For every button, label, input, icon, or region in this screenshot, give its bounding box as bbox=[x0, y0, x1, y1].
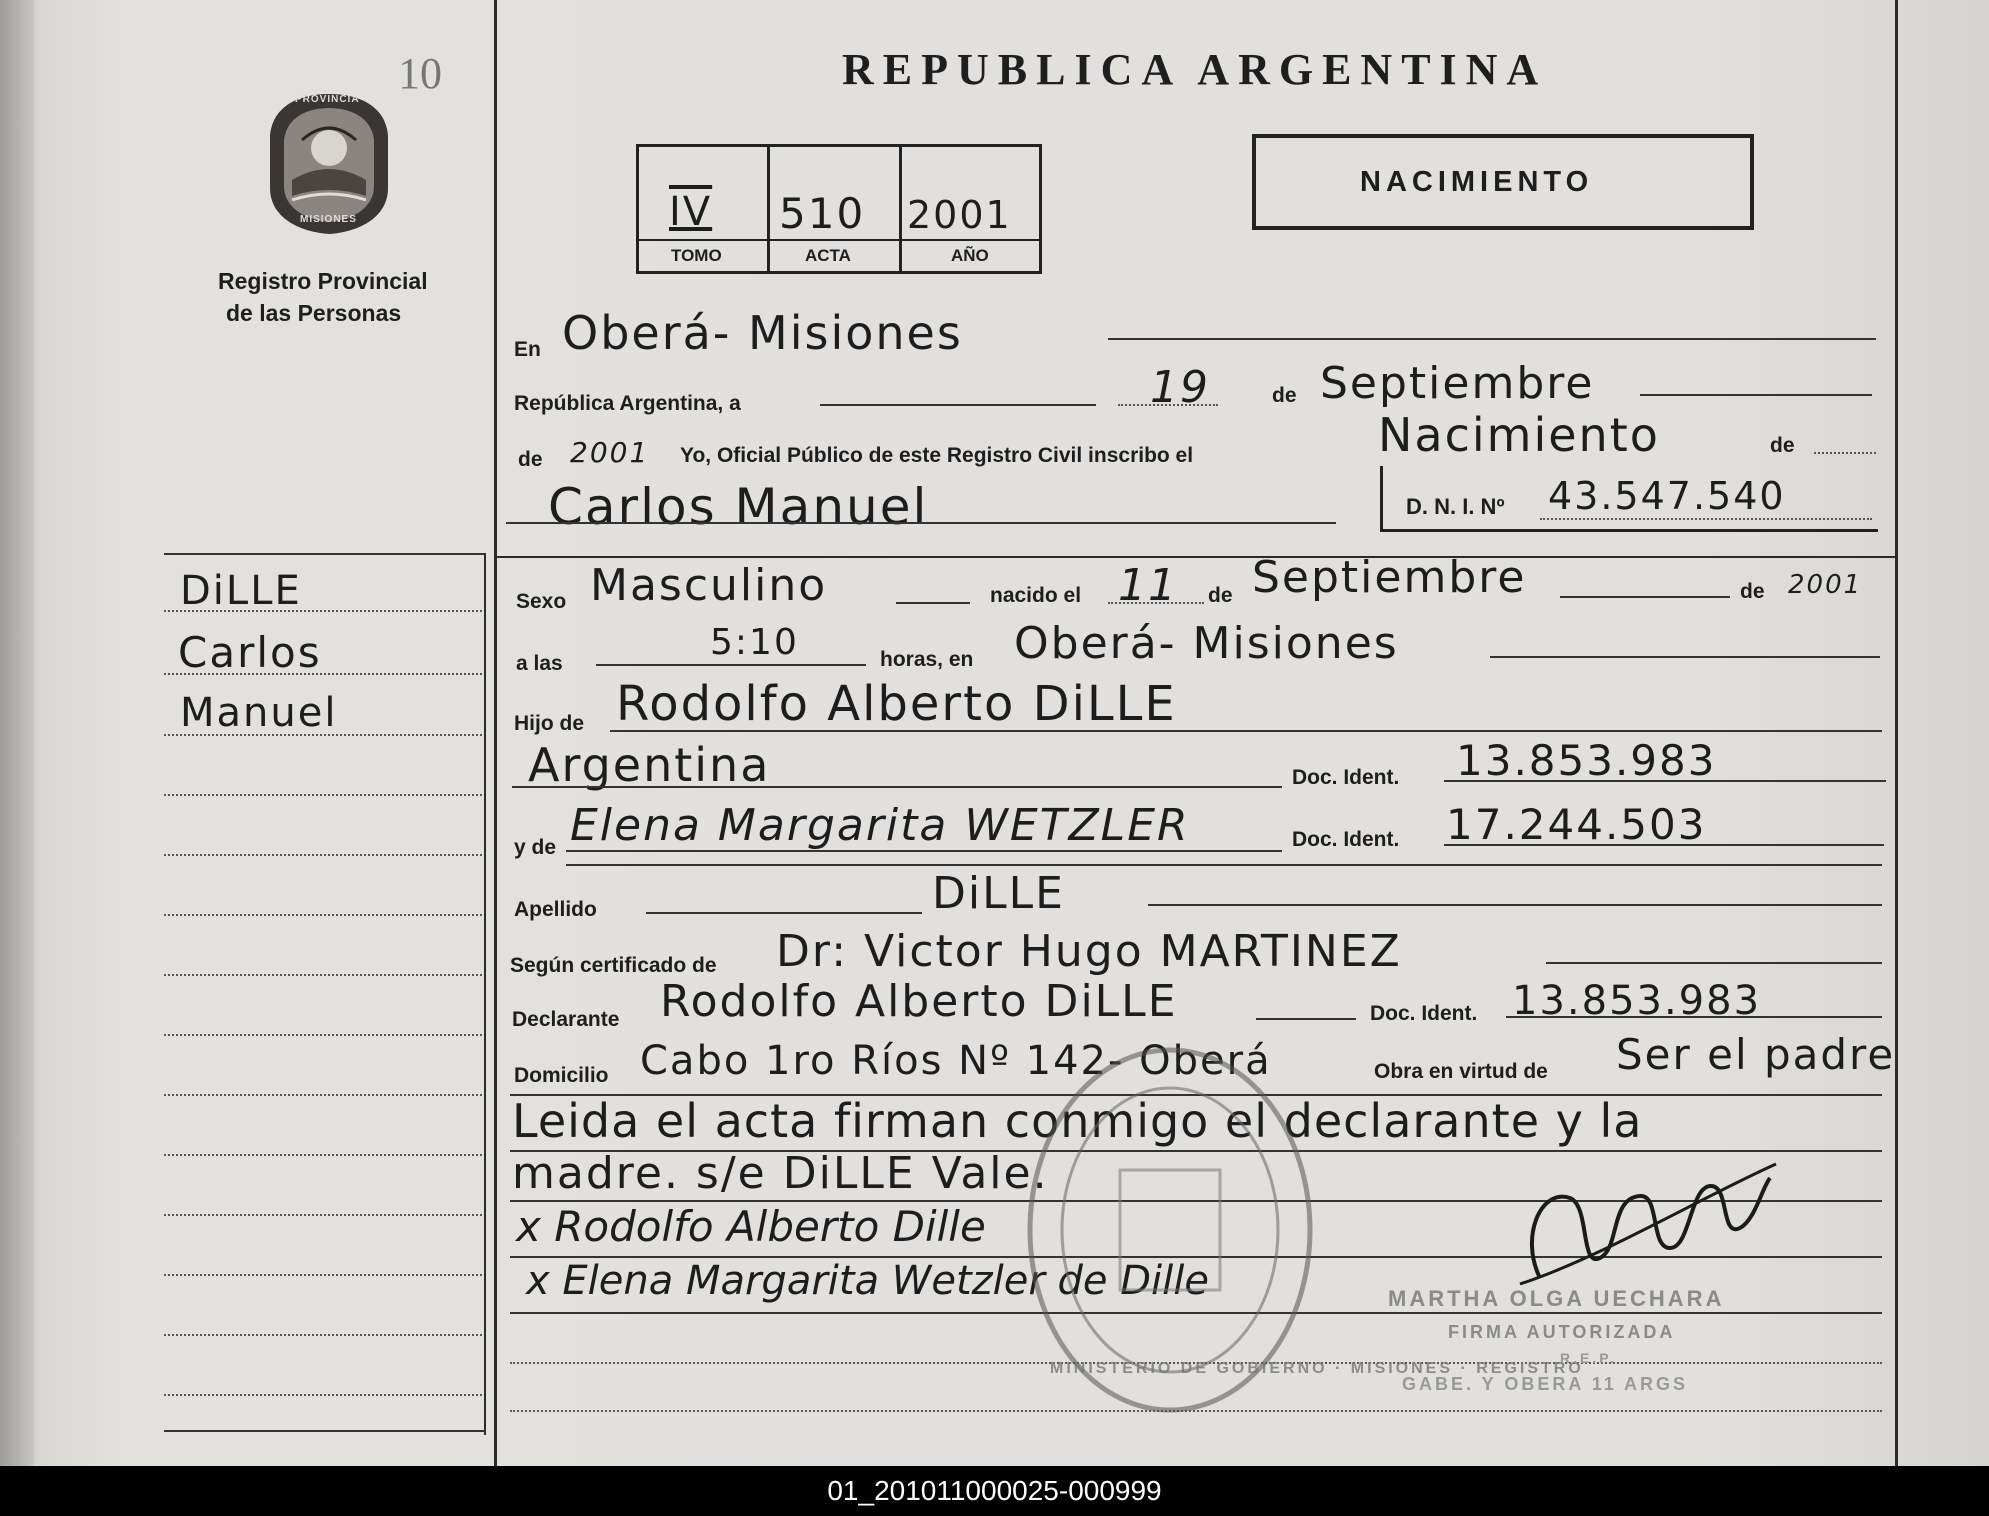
de-label-4: de bbox=[1208, 584, 1233, 607]
margin-bottom-rule bbox=[164, 1430, 486, 1432]
margin-top-rule bbox=[164, 553, 486, 555]
sexo-value: Masculino bbox=[590, 560, 828, 611]
birth-month-line bbox=[1560, 596, 1730, 598]
birth-month-value: Septiembre bbox=[1252, 552, 1527, 603]
margin-surname: DiLLE bbox=[180, 568, 302, 614]
act-type-end-line bbox=[1814, 452, 1876, 454]
obra-label: Obra en virtud de bbox=[1374, 1060, 1548, 1083]
registry-name-line1: Registro Provincial bbox=[218, 268, 428, 294]
nationality-line bbox=[512, 786, 1282, 788]
signature-father: x Rodolfo Alberto Dille bbox=[516, 1202, 986, 1251]
record-number-box bbox=[636, 144, 1042, 274]
a-las-label: a las bbox=[516, 652, 563, 675]
republica-label: República Argentina, a bbox=[514, 392, 741, 415]
mother-doc-line bbox=[1444, 844, 1884, 846]
de-label-5: de bbox=[1740, 580, 1765, 603]
certificate-line bbox=[1546, 962, 1882, 964]
domicilio-label: Domicilio bbox=[514, 1064, 609, 1087]
margin-line bbox=[164, 610, 482, 612]
margin-line bbox=[164, 974, 482, 976]
nacido-label: nacido el bbox=[990, 584, 1082, 607]
declarante-label: Declarante bbox=[512, 1008, 620, 1031]
image-code-footer: 01_201011000025-000999 bbox=[0, 1466, 1989, 1516]
round-stamp-text: MINISTERIO DE GOBIERNO · MISIONES · REGISTRO bbox=[1050, 1360, 1584, 1377]
certificate-value: Dr: Victor Hugo MARTINEZ bbox=[776, 926, 1402, 977]
right-border bbox=[1895, 0, 1898, 1466]
father-nationality-value: Argentina bbox=[528, 738, 771, 792]
margin-line bbox=[164, 794, 482, 796]
ano-value: 2001 bbox=[907, 193, 1012, 237]
declarante-doc-line bbox=[1506, 1016, 1882, 1018]
note-line-2: madre. s/e DiLLE Vale. bbox=[512, 1148, 1049, 1199]
margin-line bbox=[164, 914, 482, 916]
mother-line bbox=[566, 850, 1282, 852]
tomo-value: IV bbox=[669, 189, 713, 235]
mother-doc-value: 17.244.503 bbox=[1446, 800, 1707, 849]
event-type-box bbox=[1252, 134, 1754, 230]
father-line bbox=[610, 730, 1882, 732]
father-doc-line bbox=[1444, 780, 1886, 782]
y-de-label: y de bbox=[514, 836, 557, 859]
seal-bottom-text: MISIONES bbox=[300, 214, 357, 225]
year-value: 2001 bbox=[570, 436, 650, 469]
official-name: MARTHA OLGA UECHARA bbox=[1388, 1286, 1725, 1311]
apellido-value: DiLLE bbox=[932, 868, 1065, 919]
section-rule-2 bbox=[566, 864, 1882, 866]
margin-line bbox=[164, 854, 482, 856]
margin-line bbox=[164, 1334, 482, 1336]
obra-value: Ser el padre bbox=[1616, 1030, 1896, 1079]
signature-mother: x Elena Margarita Wetzler de Dille bbox=[526, 1258, 1209, 1304]
domicilio-value: Cabo 1ro Ríos Nº 142- Oberá bbox=[640, 1038, 1272, 1084]
margin-line bbox=[164, 1034, 482, 1036]
margin-given-name-2: Manuel bbox=[180, 690, 338, 736]
margin-line bbox=[164, 1094, 482, 1096]
birth-year-value: 2001 bbox=[1788, 570, 1863, 600]
father-doc-value: 13.853.983 bbox=[1456, 736, 1717, 785]
doc-label-mother: Doc. Ident. bbox=[1292, 828, 1400, 851]
section-rule bbox=[494, 556, 1896, 558]
binding-gutter bbox=[0, 0, 34, 1466]
tomo-label: TOMO bbox=[671, 246, 722, 265]
de-label-1: de bbox=[1272, 384, 1297, 407]
margin-given-name-1: Carlos bbox=[178, 628, 322, 677]
birth-place-line bbox=[1490, 656, 1880, 658]
month-line bbox=[1640, 394, 1872, 396]
margin-line bbox=[164, 1214, 482, 1216]
margin-line bbox=[164, 734, 482, 736]
apellido-line-a bbox=[646, 912, 922, 914]
child-given-names: Carlos Manuel bbox=[548, 478, 929, 536]
de-label-2: de bbox=[518, 448, 543, 471]
acta-label: ACTA bbox=[805, 246, 851, 265]
official-signature-icon bbox=[1500, 1158, 1780, 1298]
yo-text: Yo, Oficial Público de este Registro Civil inscribo el bbox=[680, 444, 1194, 467]
ano-label: AÑO bbox=[951, 246, 989, 265]
dni-label: D. N. I. Nº bbox=[1406, 494, 1505, 519]
act-type-value: Nacimiento bbox=[1378, 408, 1660, 462]
de-label-3: de bbox=[1770, 434, 1795, 457]
official-initials: R.E.P. bbox=[1560, 1350, 1617, 1366]
declarante-value: Rodolfo Alberto DiLLE bbox=[660, 976, 1178, 1027]
doc-label-declarante: Doc. Ident. bbox=[1370, 1002, 1478, 1025]
left-column-divider bbox=[494, 0, 497, 1466]
date-line-a bbox=[820, 404, 1096, 406]
month-value: Septiembre bbox=[1320, 358, 1595, 409]
apellido-line-b bbox=[1148, 904, 1882, 906]
sexo-label: Sexo bbox=[516, 590, 567, 613]
place-value: Oberá- Misiones bbox=[562, 306, 963, 360]
note-line-1: Leida el acta firman conmigo el declarante y la bbox=[512, 1094, 1643, 1148]
mother-name-value: Elena Margarita WETZLER bbox=[570, 800, 1190, 851]
margin-inner-line bbox=[484, 555, 486, 1435]
declarante-doc-value: 13.853.983 bbox=[1512, 978, 1762, 1024]
given-names-line bbox=[506, 522, 1336, 524]
acta-value: 510 bbox=[779, 189, 866, 238]
birth-day-value: 11 bbox=[1118, 560, 1178, 611]
segun-label: Según certificado de bbox=[510, 954, 717, 977]
day-line bbox=[1118, 404, 1218, 406]
doc-label-father: Doc. Ident. bbox=[1292, 766, 1400, 789]
en-label: En bbox=[514, 338, 541, 361]
apellido-label: Apellido bbox=[514, 898, 597, 921]
page-number: 10 bbox=[398, 49, 442, 98]
birth-time-value: 5:10 bbox=[710, 622, 799, 663]
birth-day-line bbox=[1108, 602, 1204, 604]
declarante-line bbox=[1256, 1018, 1356, 1020]
birth-place-value: Oberá- Misiones bbox=[1014, 618, 1399, 669]
country-title: REPUBLICA ARGENTINA bbox=[842, 45, 1548, 94]
official-title: FIRMA AUTORIZADA bbox=[1448, 1322, 1676, 1342]
official-office: GABE. Y OBERA 11 ARGS bbox=[1402, 1374, 1689, 1394]
dni-line bbox=[1540, 518, 1872, 520]
father-name-value: Rodolfo Alberto DiLLE bbox=[616, 676, 1177, 732]
margin-line bbox=[164, 1274, 482, 1276]
registry-name-line2: de las Personas bbox=[226, 300, 402, 326]
seal-top-text: PROVINCIA bbox=[295, 94, 360, 105]
dni-value: 43.547.540 bbox=[1548, 474, 1786, 518]
sexo-line bbox=[896, 602, 970, 604]
day-value: 19 bbox=[1150, 362, 1210, 413]
hijo-label: Hijo de bbox=[514, 712, 585, 735]
place-line bbox=[1108, 338, 1876, 340]
margin-line bbox=[164, 1394, 482, 1396]
margin-line bbox=[164, 1154, 482, 1156]
margin-line bbox=[164, 673, 482, 675]
horas-label: horas, en bbox=[880, 648, 974, 671]
event-type-label: NACIMIENTO bbox=[1360, 166, 1594, 198]
time-line bbox=[596, 664, 866, 666]
